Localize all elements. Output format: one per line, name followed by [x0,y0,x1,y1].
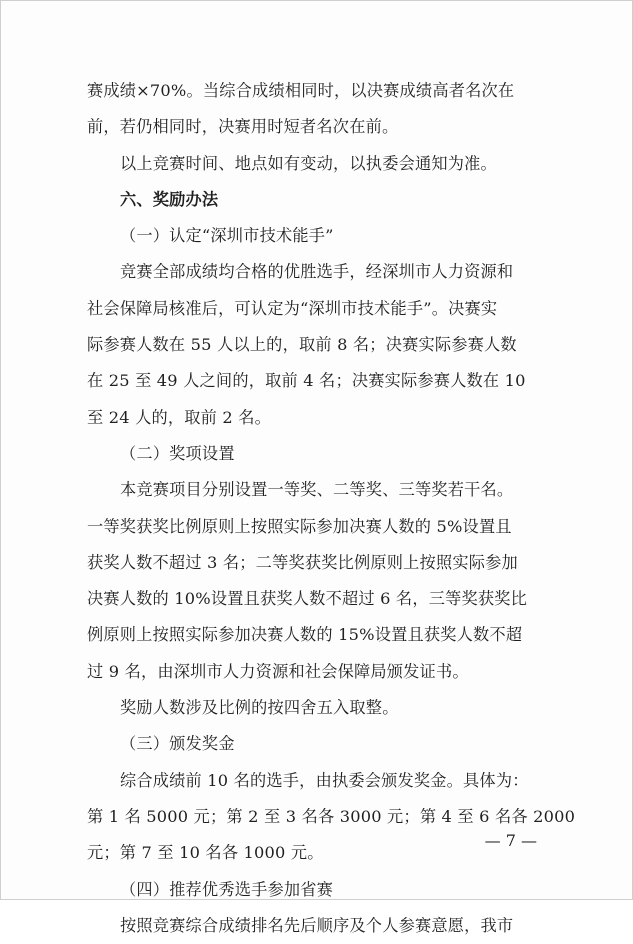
section-heading-rewards [87,182,549,218]
text-line: 赛成绩×70%。当综合成绩相同时，以决赛成绩高者名次在 [87,81,515,100]
paragraph-provincial-recommendation [87,908,549,944]
text-line: 社会保障局核准后，可认定为“深圳市技术能手”。决赛实 [87,298,498,318]
text-line: 前，若仍相同时，决赛用时短者名次在前。 [87,117,399,137]
document-body [87,73,576,944]
section-heading: 六、奖励办法 [120,189,219,209]
text-line: 至 24 人的，取前 2 名。 [87,407,271,427]
text-line: 本竞赛项目分别设置一等奖、二等奖、三等奖若干名。 [120,480,514,500]
subheading-technical-expert [87,218,549,254]
subsection-heading: （三）颁发奖金 [120,734,235,754]
text-line: 竞赛全部成绩均合格的优胜选手，经深圳市人力资源和 [120,262,514,282]
text-line: 决赛人数的 10%设置且获奖人数不超过 6 名，三等奖获奖比 [87,589,528,609]
text-line: 例原则上按照实际参加决赛人数的 15%设置且获奖人数不超 [87,625,523,645]
paragraph-prize-money [87,763,576,872]
subheading-provincial-recommendation [87,872,549,908]
text-line: 奖励人数涉及比例的按四舍五入取整。 [120,698,399,718]
subheading-award-setup [87,436,549,472]
subheading-prize-money [87,726,549,762]
text-line: 以上竞赛时间、地点如有变动，以执委会通知为准。 [120,153,497,173]
text-line: 按照竞赛综合成绩排名先后顺序及个人参赛意愿，我市 [120,915,514,935]
text-line: 元；第 7 至 10 名各 1000 元。 [87,843,324,863]
paragraph-schedule-notice [87,146,549,182]
text-line: 在 25 至 49 人之间的，取前 4 名；决赛实际参赛人数在 10 [87,371,526,391]
paragraph-award-setup [87,472,549,690]
text-line: 际参赛人数在 55 人以上的，取前 8 名；决赛实际参赛人数 [87,335,517,355]
text-line: 获奖人数不超过 3 名；二等奖获奖比例原则上按照实际参加 [87,552,518,572]
subsection-heading: （二）奖项设置 [120,443,235,463]
paragraph-rounding-rule [87,690,549,726]
subsection-heading: （四）推荐优秀选手参加省赛 [120,879,334,899]
subsection-heading: （一）认定“深圳市技术能手” [120,226,334,246]
paragraph-technical-expert [87,254,549,435]
page-number: — 7 — [484,831,537,850]
text-line: 一等奖获奖比例原则上按照实际参加决赛人数的 5%设置且 [87,516,512,536]
text-line: 过 9 名，由深圳市人力资源和社会保障局颁发证书。 [87,661,469,681]
paragraph-final-score-rule [87,73,549,146]
text-line: 综合成绩前 10 名的选手，由执委会颁发奖金。具体为： [120,770,529,790]
text-line: 第 1 名 5000 元；第 2 至 3 名各 3000 元；第 4 至 6 名各 2000 [87,806,576,826]
